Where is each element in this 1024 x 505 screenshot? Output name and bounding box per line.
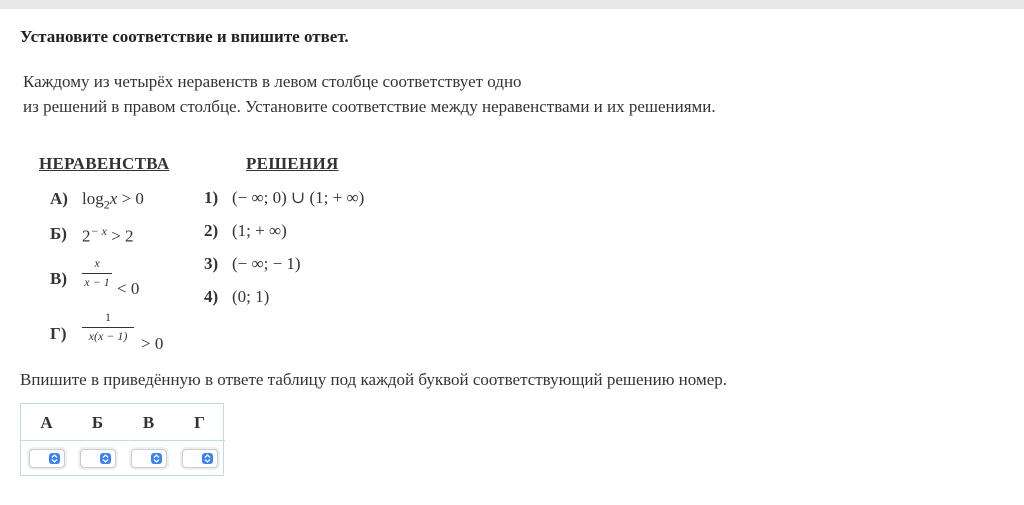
inequality-b-base: 2 bbox=[82, 226, 91, 246]
inequality-a-base: log bbox=[82, 189, 104, 208]
solution-1-label: 1) bbox=[204, 188, 219, 207]
select-arrows-icon bbox=[49, 453, 60, 464]
solution-3-text: (− ∞; − 1) bbox=[232, 254, 301, 273]
description-line-2: из решений в правом столбце. Установите соответствие между неравенствами и их решениями. bbox=[23, 97, 716, 116]
solutions-header: РЕШЕНИЯ bbox=[246, 154, 339, 173]
inequality-v-label: В) bbox=[50, 269, 67, 288]
inequality-b-label: Б) bbox=[50, 224, 67, 243]
solution-4-text: (0; 1) bbox=[232, 287, 270, 306]
inequality-v-numerator: x bbox=[94, 256, 100, 270]
fraction-bar bbox=[82, 273, 112, 274]
inequalities-header: НЕРАВЕНСТВА bbox=[39, 154, 170, 173]
fraction-bar bbox=[82, 327, 134, 328]
solution-4-label: 4) bbox=[204, 287, 219, 306]
answer-table-header bbox=[21, 404, 225, 441]
inequality-a-sub: 2 bbox=[103, 197, 110, 212]
inequality-v-fraction bbox=[82, 256, 112, 290]
inequality-a bbox=[82, 189, 144, 212]
answer-header-v: В bbox=[142, 413, 155, 432]
answer-header-g: Г bbox=[194, 413, 205, 432]
inequality-v-rest: < 0 bbox=[117, 279, 140, 298]
inequality-a-rest: > 0 bbox=[117, 189, 144, 208]
inequality-v-denominator: x − 1 bbox=[84, 275, 110, 289]
solution-2-label: 2) bbox=[204, 221, 219, 240]
select-arrows-icon bbox=[100, 453, 111, 464]
task-instruction: Установите соответствие и впишите ответ. bbox=[20, 27, 349, 46]
solution-2-text: (1; + ∞) bbox=[232, 221, 287, 240]
inequality-g-denominator: x(x − 1) bbox=[88, 329, 128, 343]
inequality-g-rest: > 0 bbox=[141, 334, 164, 353]
answer-prompt: Впишите в приведённую в ответе таблицу под каждой буквой соответствующий решению номер. bbox=[20, 370, 728, 389]
solution-3-label: 3) bbox=[204, 254, 219, 273]
inequality-b-rest: > 2 bbox=[106, 226, 134, 246]
select-arrows-icon bbox=[202, 453, 213, 464]
inequality-g-numerator: 1 bbox=[105, 310, 111, 324]
answer-table bbox=[20, 403, 224, 476]
inequality-g-fraction bbox=[82, 310, 134, 344]
solution-1-text: (− ∞; 0) ∪ (1; + ∞) bbox=[232, 188, 365, 207]
answer-select-g[interactable] bbox=[182, 449, 218, 468]
inequality-a-var: x bbox=[109, 189, 118, 208]
select-arrows-icon bbox=[151, 453, 162, 464]
inequality-a-label: А) bbox=[50, 189, 68, 208]
inequality-g-label: Г) bbox=[50, 324, 67, 343]
inequality-b bbox=[82, 224, 134, 247]
answer-select-v[interactable] bbox=[131, 449, 167, 468]
top-bar bbox=[0, 0, 1024, 9]
answer-header-b: Б bbox=[91, 413, 104, 432]
answer-select-a[interactable] bbox=[29, 449, 65, 468]
answer-header-a: А bbox=[40, 413, 53, 432]
description-line-1: Каждому из четырёх неравенств в левом столбце соответствует одно bbox=[23, 72, 522, 91]
task-description bbox=[23, 69, 716, 119]
answer-select-b[interactable] bbox=[80, 449, 116, 468]
inequality-b-sup: − x bbox=[90, 224, 107, 238]
